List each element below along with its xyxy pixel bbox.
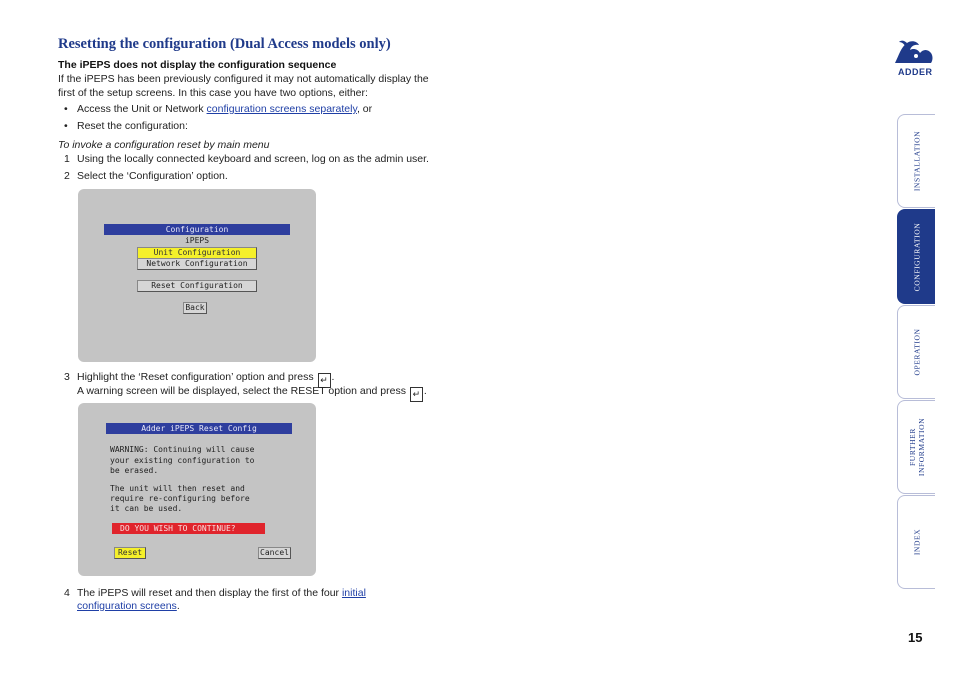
tab-further-information[interactable]: FURTHER INFORMATION bbox=[897, 400, 935, 494]
info-line-1: The unit will then reset and bbox=[110, 484, 245, 493]
reset-configuration-option[interactable]: Reset Configuration bbox=[137, 280, 257, 292]
enter-key-icon: ↵ bbox=[318, 373, 331, 388]
warning-line-2: your existing configuration to bbox=[110, 456, 255, 465]
tab-installation[interactable]: INSTALLATION bbox=[897, 114, 935, 208]
reset-warning-screenshot bbox=[78, 403, 316, 576]
adder-logo-text: ADDER bbox=[898, 67, 933, 77]
subheading: The iPEPS does not display the configuration sequence bbox=[58, 59, 337, 71]
tab-operation[interactable]: OPERATION bbox=[897, 305, 935, 399]
bullet-dot: • bbox=[64, 103, 68, 115]
section-heading: Resetting the configuration (Dual Access models only) bbox=[58, 36, 391, 52]
info-line-3: it can be used. bbox=[110, 504, 183, 513]
bullet-dot: • bbox=[64, 120, 68, 132]
bullet-item-1: • Access the Unit or Network configuration screens separately, or bbox=[64, 103, 373, 115]
back-button[interactable]: Back bbox=[183, 302, 207, 314]
unit-configuration-option[interactable]: Unit Configuration bbox=[137, 247, 257, 259]
configuration-screens-link-2[interactable]: configuration screens bbox=[77, 600, 177, 612]
configuration-menu-screenshot bbox=[78, 189, 316, 362]
step-4-continued: configuration screens. bbox=[77, 600, 180, 612]
page-number: 15 bbox=[908, 630, 923, 645]
step-3-continued: A warning screen will be displayed, select the RESET option and press ↵ . bbox=[64, 384, 427, 402]
step-3: 3 Highlight the ‘Reset configuration’ option and press ↵ . bbox=[64, 370, 334, 388]
step-1: 1 Using the locally connected keyboard and screen, log on as the admin user. bbox=[64, 153, 429, 165]
bullet-item-2: • Reset the configuration: bbox=[64, 120, 188, 132]
network-configuration-option[interactable]: Network Configuration bbox=[137, 258, 257, 270]
device-label: iPEPS bbox=[184, 236, 210, 245]
warning-line-3: be erased. bbox=[110, 466, 159, 475]
procedure-title: To invoke a configuration reset by main menu bbox=[58, 139, 270, 151]
tab-configuration[interactable]: CONFIGURATION bbox=[897, 209, 935, 304]
info-line-2: require re-configuring before bbox=[110, 494, 250, 503]
enter-key-icon: ↵ bbox=[410, 387, 423, 402]
warning-line-1: WARNING: Continuing will cause bbox=[110, 445, 255, 454]
configuration-screens-link[interactable]: configuration screens separately bbox=[206, 103, 357, 115]
screen-title-bar: Adder iPEPS Reset Config bbox=[106, 423, 292, 434]
adder-logo-icon bbox=[891, 37, 937, 67]
tab-index[interactable]: INDEX bbox=[897, 495, 935, 589]
continue-question-bar: DO YOU WISH TO CONTINUE? bbox=[112, 523, 265, 534]
step-4: 4 The iPEPS will reset and then display the first of the four initial bbox=[64, 587, 366, 599]
initial-configuration-link[interactable]: initial bbox=[341, 587, 366, 599]
cancel-button[interactable]: Cancel bbox=[258, 547, 291, 559]
intro-paragraph: If the iPEPS has been previously configured it may not automatically display the first of the setup screens. In this case you have two options, either: bbox=[58, 73, 429, 99]
screen-title-bar: Configuration bbox=[104, 224, 290, 235]
step-2: 2 Select the ‘Configuration’ option. bbox=[64, 170, 228, 182]
reset-button[interactable]: Reset bbox=[114, 547, 146, 559]
